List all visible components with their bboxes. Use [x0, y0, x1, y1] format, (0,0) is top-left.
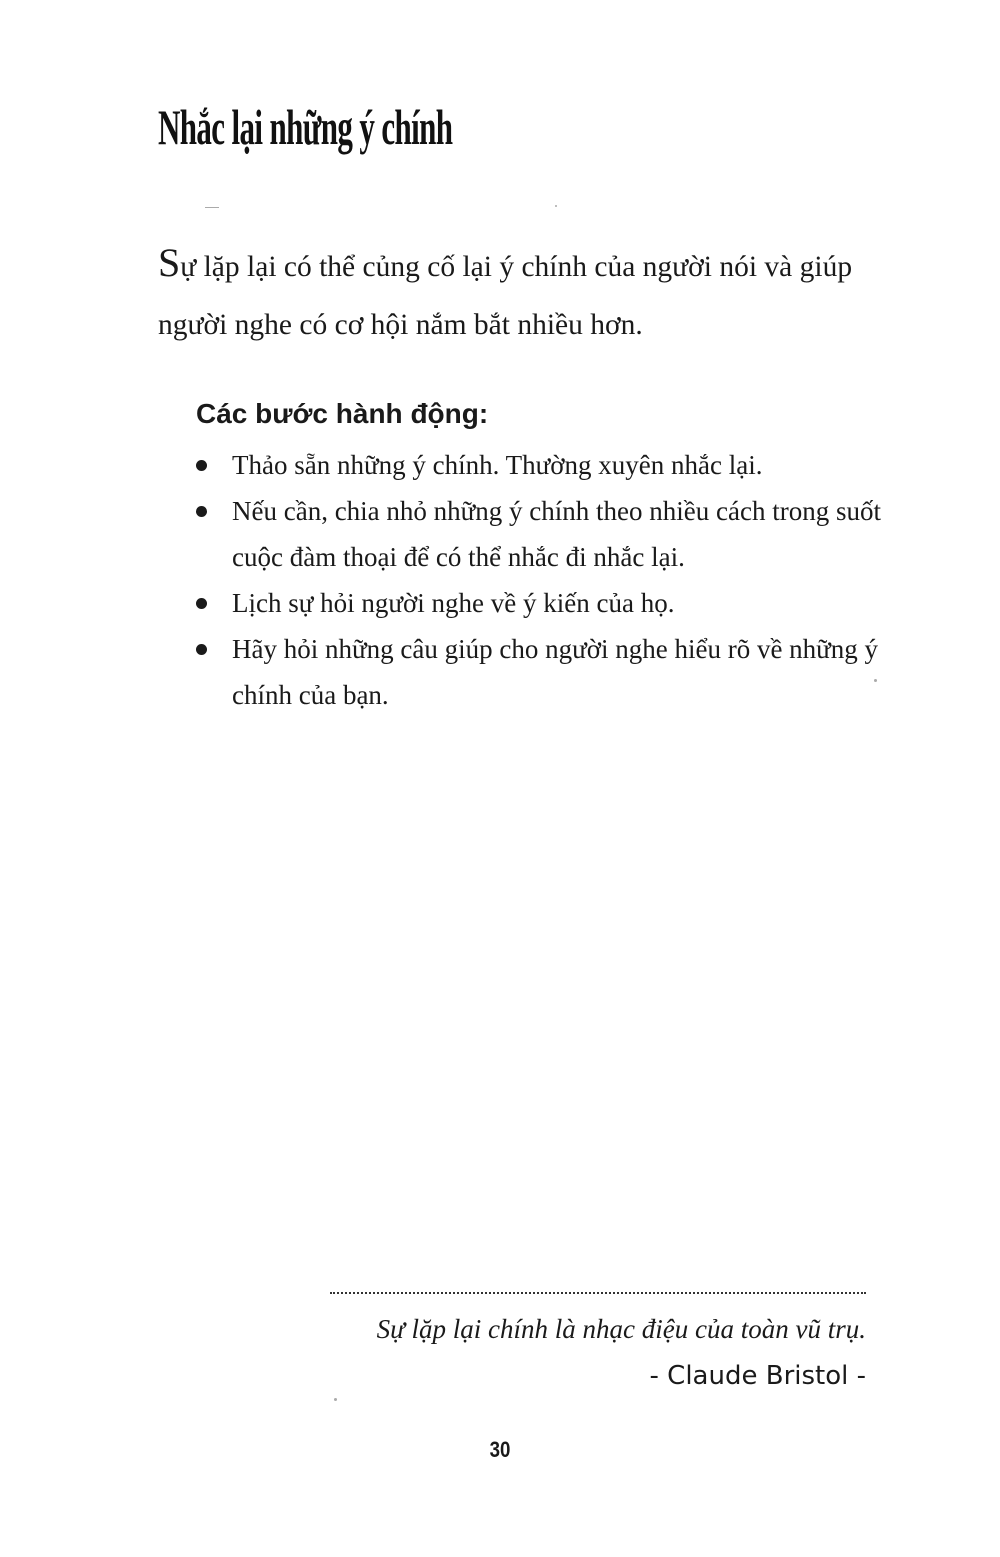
step-text: Hãy hỏi những câu giúp cho người nghe hiểu rõ về những ý chính của bạn. — [232, 634, 879, 710]
scan-speck — [334, 1398, 337, 1401]
quote-text: Sự lặp lại chính là nhạc điệu của toàn vũ trụ. — [376, 1314, 866, 1344]
bullet-icon — [196, 598, 207, 609]
intro-text: ự lặp lại có thể củng cố lại ý chính của người nói và giúp người nghe có cơ hội nắm bắt nhiều hơn. — [158, 251, 853, 341]
step-text: Lịch sự hỏi người nghe về ý kiến của họ. — [232, 588, 675, 618]
list-item — [196, 580, 886, 626]
intro-paragraph — [158, 238, 878, 354]
list-item — [196, 488, 886, 580]
step-text: Thảo sẵn những ý chính. Thường xuyên nhắc lại. — [232, 450, 763, 480]
page-title: Nhắc lại những ý chính — [158, 99, 453, 155]
quote-divider — [330, 1292, 866, 1294]
quote-author: - Claude Bristol - — [649, 1361, 866, 1391]
bullet-icon — [196, 460, 207, 471]
scan-speck — [205, 207, 219, 208]
intro-dropcap: S — [158, 240, 181, 285]
list-item — [196, 626, 886, 718]
scan-speck — [555, 205, 557, 207]
list-item — [196, 442, 886, 488]
action-steps-list — [196, 442, 886, 718]
page-number: 30 — [489, 1437, 511, 1462]
bullet-icon — [196, 506, 207, 517]
scan-speck — [874, 679, 877, 682]
bullet-icon — [196, 644, 207, 655]
action-steps-heading: Các bước hành động: — [196, 398, 489, 429]
step-text: Nếu cần, chia nhỏ những ý chính theo nhiều cách trong suốt cuộc đàm thoại để có thể nhắc đi nhắc lại. — [232, 496, 881, 572]
